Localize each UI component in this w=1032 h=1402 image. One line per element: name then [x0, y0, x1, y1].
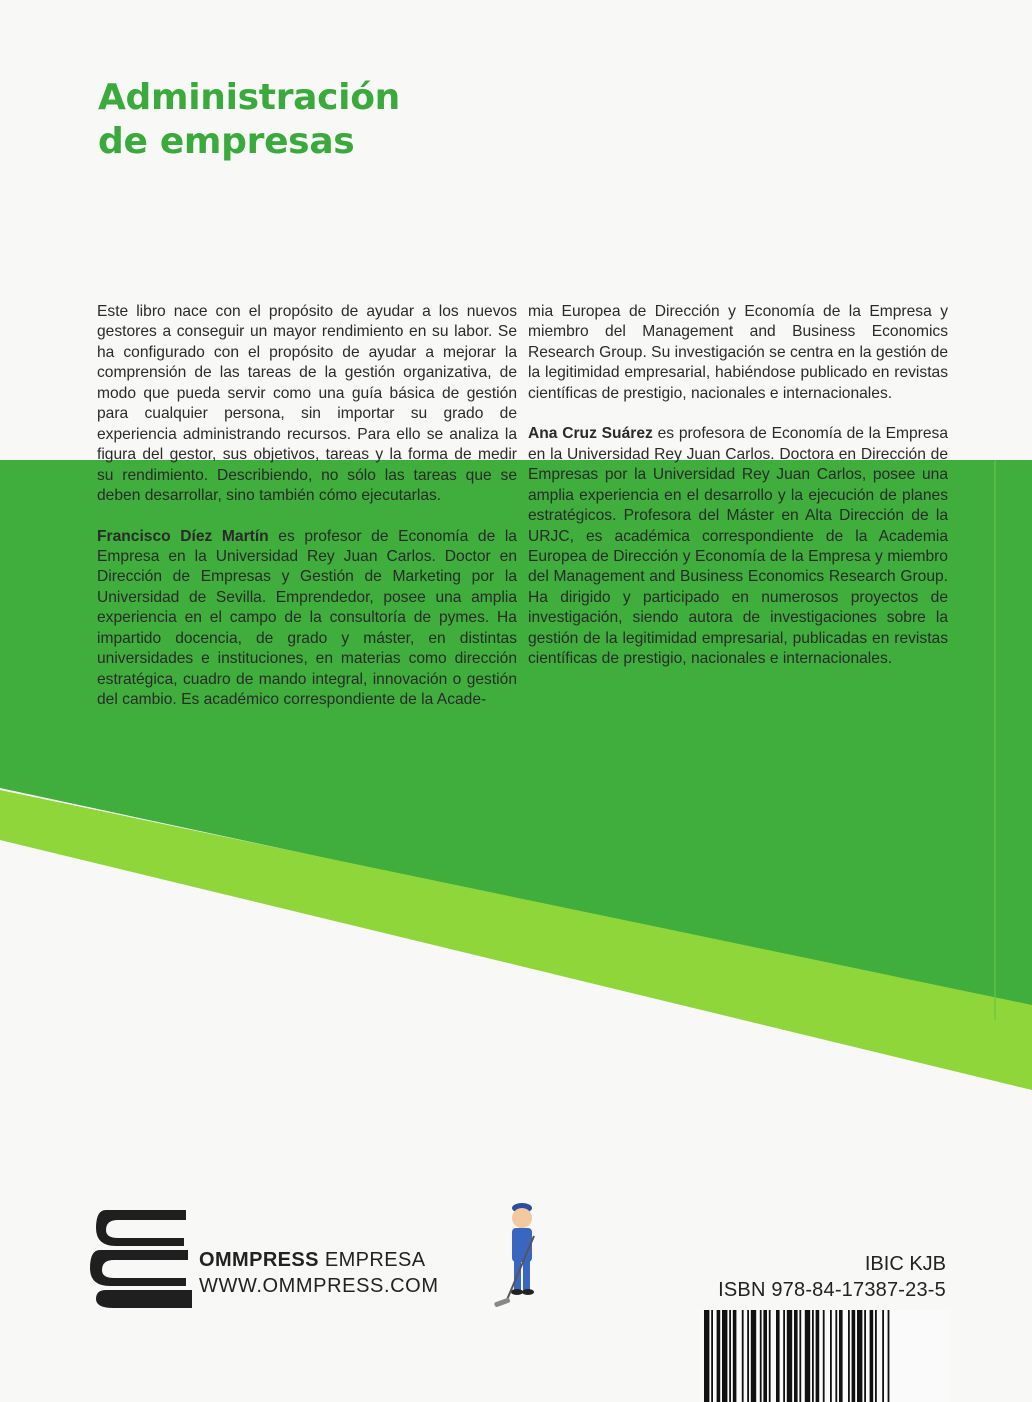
barcode-bar: [704, 1310, 709, 1402]
barcode-bar: [769, 1310, 771, 1402]
barcode-bar: [870, 1310, 874, 1402]
barcode-bar: [864, 1310, 866, 1402]
sweeper-mascot-icon: [488, 1198, 548, 1314]
barcode-bar: [733, 1310, 737, 1402]
barcode-bar: [787, 1310, 792, 1402]
author2-bio: es profesora de Economía de la Empresa en la Universidad Rey Juan Carlos. Doctora en Dirección de Empresas por la Universidad Rey Juan Carlos, posee una amplia experiencia en el desarrollo y la ejecución de planes estratégicos. Profesora del Máster en Alta Dirección de la URJC, es académica correspondiente de la Academia Europea de Dirección y Economía de la Empresa y miembro del Management and Business Economics Research Group. Ha dirigido y participado en numerosos proyectos de investigación, siendo autora de investigaciones sobre la gestión de la legitimidad empresarial, publicadas en revistas científicas de prestigio, nacionales e internacionales.: [528, 425, 948, 668]
barcode-bar: [888, 1310, 890, 1402]
barcode-bar: [742, 1310, 744, 1402]
author2-name: Ana Cruz Suárez: [528, 425, 653, 443]
barcode-bar: [729, 1310, 731, 1402]
barcode-bar: [760, 1310, 762, 1402]
barcode-bar: [839, 1310, 843, 1402]
publisher-name-bold: OMMPRESS: [199, 1249, 319, 1271]
barcode-bar: [852, 1310, 856, 1402]
barcode: [700, 1310, 950, 1402]
barcode-bar: [794, 1310, 798, 1402]
barcode-bar: [812, 1310, 814, 1402]
barcode-bar: [805, 1310, 810, 1402]
barcode-bar: [823, 1310, 825, 1402]
barcode-bar: [830, 1310, 832, 1402]
author1-bio: es profesor de Economía de la Empresa en la Universidad Rey Juan Carlos. Doctor en Dirección de Empresas y Gestión de Marketing por la Universidad de Sevilla. Emprendedor, posee una amplia experiencia en el campo de la consultoría de pymes. Ha impartido docencia, de grado y máster, en distintas universidades e instituciones, en materias como dirección estratégica, cuadro de mando integral, innovación o gestión del cambio. Es académico correspondiente de la Acade-: [97, 527, 517, 709]
title-line-2: de empresas: [98, 121, 355, 162]
barcode-bar: [783, 1310, 785, 1402]
barcode-bar: [882, 1310, 884, 1402]
author1-paragraph: [97, 527, 517, 711]
author2-paragraph: [528, 424, 948, 669]
barcode-bar: [722, 1310, 727, 1402]
barcode-bar: [875, 1310, 877, 1402]
left-text-column: [97, 302, 517, 711]
ibic-code: IBIC KJB: [864, 1253, 946, 1275]
isbn-code: ISBN 978-84-17387-23-5: [718, 1279, 946, 1301]
barcode-bar: [816, 1310, 820, 1402]
barcode-bar: [747, 1310, 749, 1402]
barcode-bar: [799, 1310, 801, 1402]
barcode-bar: [848, 1310, 850, 1402]
barcode-bar: [711, 1310, 713, 1402]
barcode-bar: [857, 1310, 862, 1402]
publisher-name: [199, 1248, 425, 1272]
intro-paragraph: Este libro nace con el propósito de ayudar a los nuevos gestores a conseguir un mayor rendimiento en su labor. Se ha configurado con el propósito de ayudar a mejorar la comprensión de las tareas de la gestión organizativa, de modo que pueda servir como una guía básica de gestión para cualquier persona, sin importar su grado de experiencia administrando recursos. Para ello se analiza la figura del gestor, sus objetivos, tareas y la forma de medir su rendimiento. Describiendo, no sólo las tareas que se deben desarrollar, sino también cómo ejecutarlas.: [97, 303, 517, 505]
author1-name: Francisco Díez Martín: [97, 527, 269, 545]
continuation-paragraph: mia Europea de Dirección y Economía de la Empresa y miembro del Management and Business Economics Research Group. Su investigación se centra en la gestión de la legitimidad empresarial, habiéndose publicado en revistas científicas de prestigio, nacionales e internacionales.: [528, 303, 948, 402]
barcode-bar: [835, 1310, 837, 1402]
publisher-url: WWW.OMMPRESS.COM: [199, 1275, 439, 1297]
barcode-bar: [776, 1310, 780, 1402]
right-text-column: [528, 302, 948, 670]
stacked-books-logo-icon: [88, 1206, 194, 1310]
title-line-1: Administración: [98, 77, 400, 118]
barcode-bar: [751, 1310, 756, 1402]
spine-edge: [994, 460, 996, 1020]
barcode-bar: [717, 1310, 721, 1402]
book-title: [98, 76, 400, 164]
barcode-bar: [763, 1310, 767, 1402]
publisher-name-rest: EMPRESA: [318, 1249, 426, 1271]
